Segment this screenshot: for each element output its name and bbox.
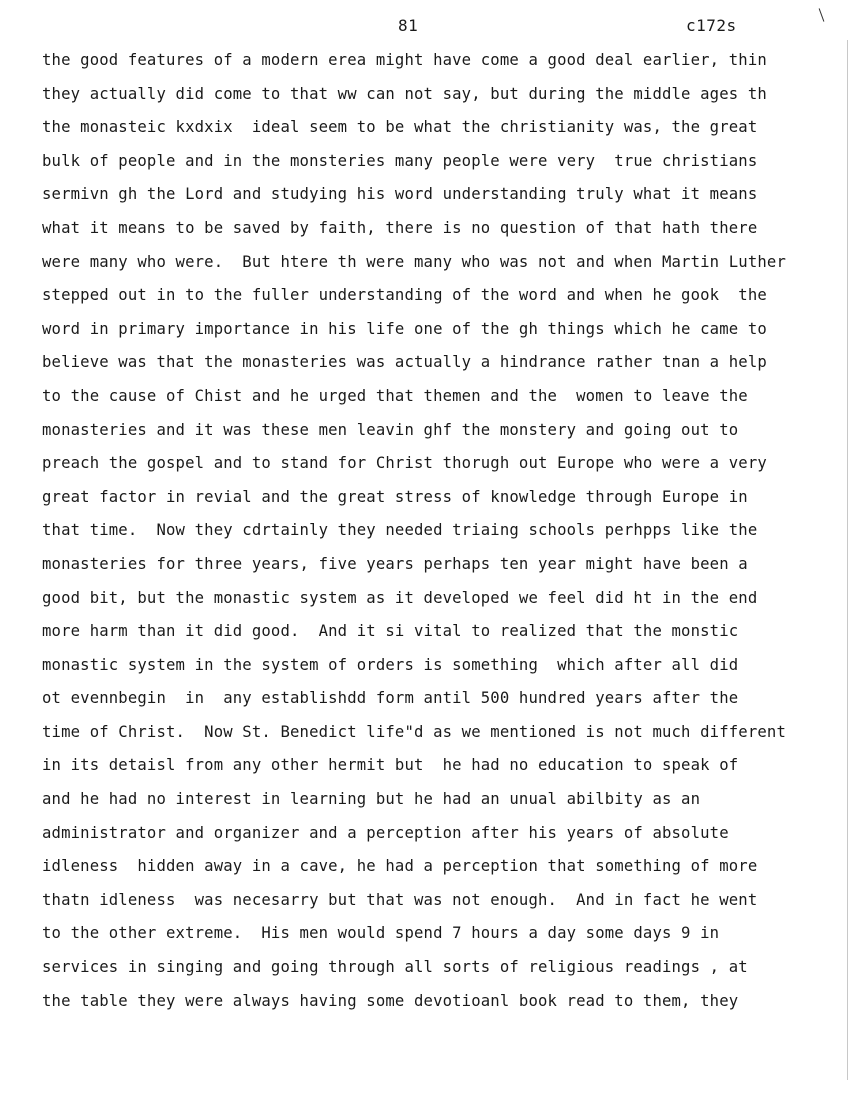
text-line: sermivn gh the Lord and studying his word understanding truly what it means bbox=[42, 185, 758, 204]
text-line: they actually did come to that ww can not say, but during the middle ages th bbox=[42, 84, 767, 103]
text-line: word in primary importance in his life one of the gh things which he came to bbox=[42, 319, 767, 338]
text-line: the table they were always having some devotioanl book read to them, they bbox=[42, 991, 739, 1010]
scan-edge-line bbox=[847, 40, 848, 1080]
text-line: were many who were. But htere th were many who was not and when Martin Luther bbox=[42, 252, 786, 271]
text-line: thatn idleness was necesarry but that was not enough. And in fact he went bbox=[42, 890, 758, 909]
text-line: preach the gospel and to stand for Christ thorugh out Europe who were a very bbox=[42, 454, 767, 473]
text-line: more harm than it did good. And it si vital to realized that the monstic bbox=[42, 622, 739, 641]
text-line: monastic system in the system of orders is something which after all did bbox=[42, 655, 739, 674]
text-line: time of Christ. Now St. Benedict life"d as we mentioned is not much different bbox=[42, 722, 786, 741]
text-line: the good features of a modern erea might have come a good deal earlier, thin bbox=[42, 51, 767, 69]
text-line: monasteries and it was these men leavin ghf the monstery and going out to bbox=[42, 420, 739, 439]
text-line: what it means to be saved by faith, there is no question of that hath there bbox=[42, 218, 758, 237]
text-line: idleness hidden away in a cave, he had a perception that something of more bbox=[42, 857, 758, 876]
text-line: monasteries for three years, five years perhaps ten year might have been a bbox=[42, 554, 748, 573]
text-line: good bit, but the monastic system as it developed we feel did ht in the end bbox=[42, 588, 758, 607]
text-line: the monasteic kxdxix ideal seem to be what the christianity was, the great bbox=[42, 118, 758, 137]
text-line: to the cause of Chist and he urged that themen and the women to leave the bbox=[42, 386, 748, 405]
text-line: ot evennbegin in any establishdd form antil 500 hundred years after the bbox=[42, 689, 739, 708]
text-line: services in singing and going through all sorts of religious readings , at bbox=[42, 958, 748, 977]
text-line: to the other extreme. His men would spend 7 hours a day some days 9 in bbox=[42, 924, 720, 943]
text-line: that time. Now they cdrtainly they needed triaing schools perhpps like the bbox=[42, 521, 758, 540]
body-text bbox=[42, 50, 786, 1024]
text-line: great factor in revial and the great stress of knowledge through Europe in bbox=[42, 487, 748, 506]
text-line: administrator and organizer and a perception after his years of absolute bbox=[42, 823, 729, 842]
text-line: believe was that the monasteries was actually a hindrance rather tnan a help bbox=[42, 353, 767, 372]
page-number: 81 bbox=[398, 16, 419, 35]
corner-pen-mark bbox=[819, 8, 825, 21]
document-code: c172s bbox=[686, 16, 737, 35]
text-line: and he had no interest in learning but he had an unual abilbity as an bbox=[42, 790, 701, 809]
text-line: bulk of people and in the monsteries many people were very true christians bbox=[42, 151, 758, 170]
text-line: in its detaisl from any other hermit but he had no education to speak of bbox=[42, 756, 739, 775]
text-line: stepped out in to the fuller understanding of the word and when he gook the bbox=[42, 286, 767, 305]
